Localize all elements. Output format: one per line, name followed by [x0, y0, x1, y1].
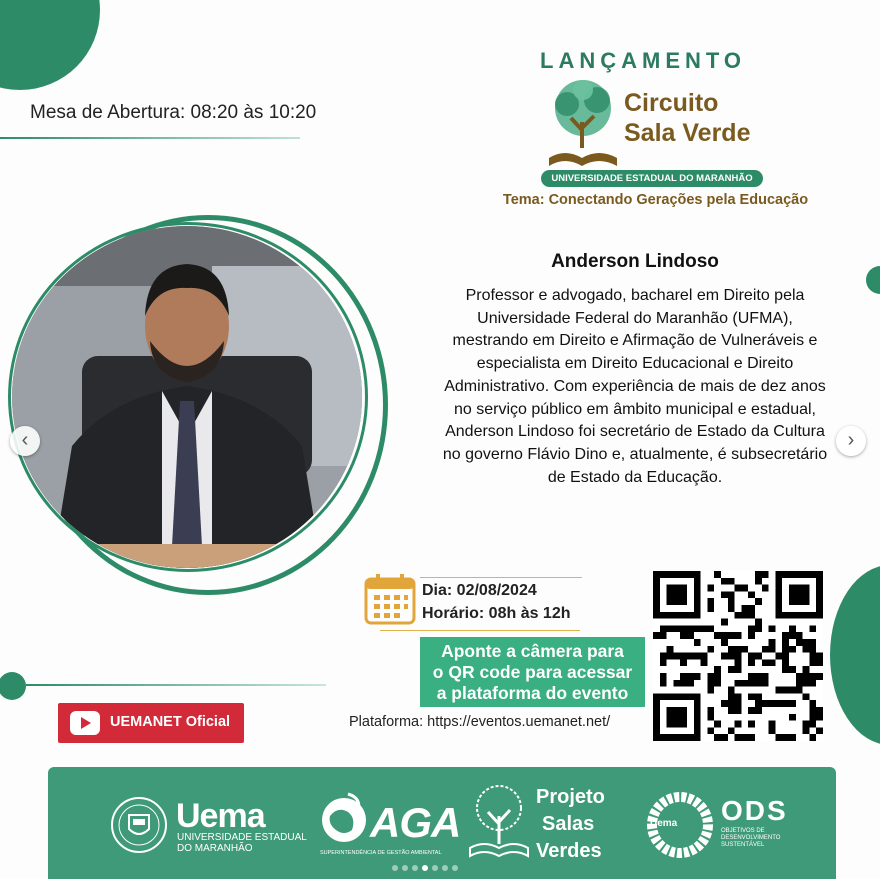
- platform-url-text: Plataforma: https://eventos.uemanet.net/: [349, 714, 611, 730]
- uema-subtitle: [177, 832, 307, 854]
- divider-line-middle: [26, 684, 326, 686]
- title-line-1: Circuito: [624, 89, 719, 117]
- carousel-pagination: [392, 858, 462, 876]
- chevron-right-icon: ›: [847, 429, 855, 451]
- carousel-dot[interactable]: [422, 865, 428, 871]
- youtube-channel-label: UEMANET Oficial: [110, 714, 231, 730]
- carousel-dot[interactable]: [432, 865, 438, 871]
- decorative-blob-top-left: [0, 0, 100, 90]
- ods-subtitle: [721, 828, 780, 849]
- carousel-dot[interactable]: [392, 865, 398, 871]
- carousel-dot[interactable]: [442, 865, 448, 871]
- qr-instruction-callout: [420, 637, 645, 707]
- speaker-photo-illustration: [12, 226, 362, 568]
- projeto-salas-verdes-title: [536, 784, 636, 865]
- carousel-dot[interactable]: [412, 865, 418, 871]
- aponte-line-1: Aponte a câmera para: [441, 641, 624, 661]
- decorative-dot-right: [866, 266, 880, 294]
- youtube-play-icon: [70, 711, 100, 735]
- title-line-2: Sala Verde: [624, 119, 751, 147]
- date-divider-top: [420, 577, 582, 578]
- uema-wordmark: Uema: [176, 797, 265, 835]
- carousel-dot[interactable]: [452, 865, 458, 871]
- ods-sub-line-2: DESENVOLVIMENTO: [721, 835, 781, 841]
- uema-sub-line-1: UNIVERSIDADE ESTADUAL: [177, 832, 307, 843]
- carousel-dot[interactable]: [402, 865, 408, 871]
- divider-line-top: [0, 137, 300, 139]
- ods-ring-label: Uema: [650, 818, 678, 829]
- aponte-line-3: a plataforma do evento: [436, 683, 629, 703]
- qr-code[interactable]: [653, 571, 823, 741]
- aga-globe-icon: [318, 790, 370, 848]
- salas-verdes-tree-icon: [466, 782, 532, 862]
- speaker-photo: [12, 226, 362, 568]
- calendar-icon: [364, 573, 416, 625]
- projeto-line-3: Verdes: [536, 840, 602, 862]
- university-pill: UNIVERSIDADE ESTADUAL DO MARANHÃO: [541, 170, 763, 187]
- tema-text: Tema: Conectando Gerações pela Educação: [502, 192, 809, 208]
- speaker-bio: Professor e advogado, bacharel em Direito pela Universidade Federal do Maranhão (UFMA), mestrando em Direito e Afirmação de Vulneráveis e especialista em Direito Educacional e Direito Administrativo. Com experiência de mais de dez anos no serviço público em âmbito municipal e estadual, Anderson Lindoso foi secretário de Estado da Cultura no governo Flávio Dino e, atualmente, é subsecretário de Estado da Educação.: [442, 287, 828, 486]
- ods-sub-line-1: OBJETIVOS DE: [721, 828, 765, 834]
- carousel-prev-button[interactable]: [10, 426, 40, 456]
- speaker-name: Anderson Lindoso: [551, 251, 719, 272]
- tree-book-logo-icon: [545, 78, 621, 170]
- circuito-sala-verde-title: [624, 88, 750, 148]
- date-divider-bottom: [380, 630, 580, 631]
- ods-wordmark: ODS: [721, 795, 788, 826]
- projeto-line-2: Salas: [542, 813, 595, 835]
- aponte-line-2: o QR code para acessar: [432, 662, 633, 682]
- aga-subtitle: SUPERINTENDÊNCIA DE GESTÃO AMBIENTAL: [320, 850, 442, 856]
- aga-wordmark: AGA: [370, 799, 461, 846]
- carousel-next-button[interactable]: [836, 426, 866, 456]
- youtube-channel-button[interactable]: [58, 703, 244, 743]
- lancamento-heading: LANÇAMENTO: [540, 48, 747, 73]
- decorative-dot-left: [0, 672, 26, 700]
- event-time: Horário: 08h às 12h: [422, 605, 571, 622]
- chevron-left-icon: ‹: [21, 429, 29, 451]
- projeto-line-1: Projeto: [536, 786, 605, 808]
- uema-sub-line-2: DO MARANHÃO: [177, 843, 253, 854]
- event-date: Dia: 02/08/2024: [422, 582, 537, 599]
- decorative-blob-right: [830, 565, 880, 745]
- mesa-abertura-text: Mesa de Abertura: 08:20 às 10:20: [30, 102, 317, 123]
- uema-seal-icon: [110, 793, 168, 857]
- ods-sub-line-3: SUSTENTÁVEL: [721, 842, 765, 848]
